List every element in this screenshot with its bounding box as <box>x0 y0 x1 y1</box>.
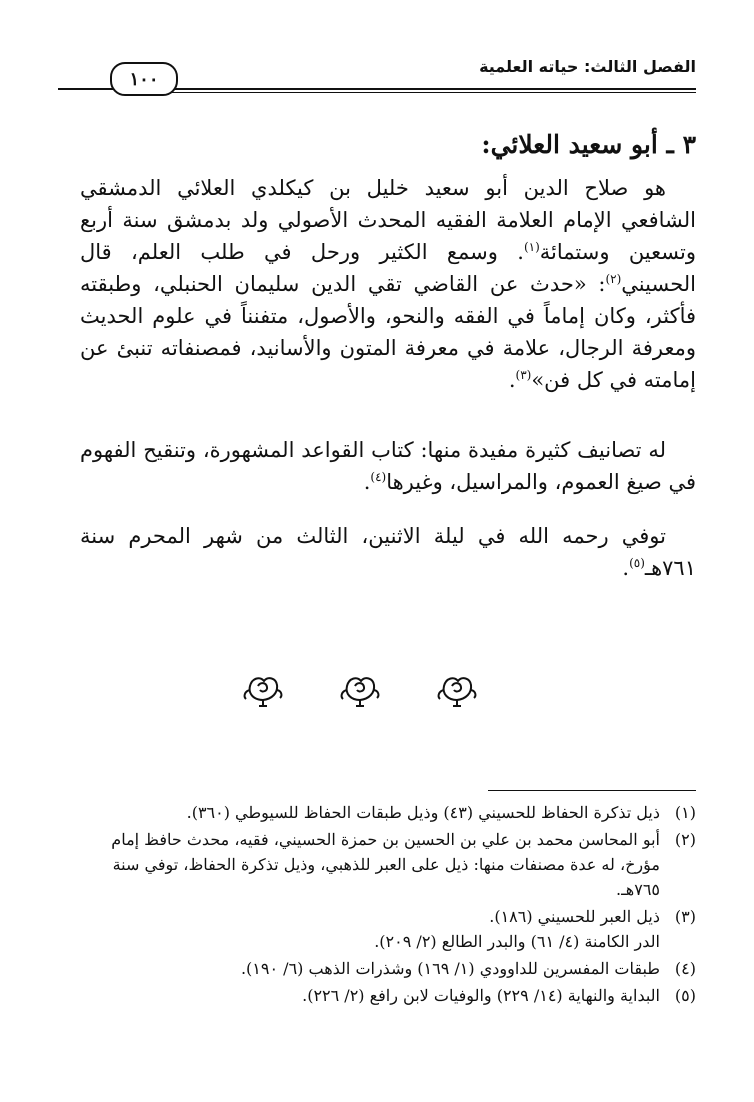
paragraph-text: : «حدث عن القاضي تقي الدين سليمان الحنبلي، وطبقته فأكثر، وكان إماماً في الفقه والنحو، والأصول، متفنناً في علوم الحديث ومعرفة الرجال، علامة في معرفة المتون والأسانيد، فمصنفاته تنبئ عن إمامته في كل فن» <box>80 272 696 392</box>
footnotes-section <box>80 800 696 1010</box>
footnote-text: ذيل العبر للحسيني (١٨٦). <box>489 907 660 926</box>
paragraph-text: هو صلاح الدين أبو سعيد خليل بن كيكلدي العلائي الدمشقي الشافعي الإمام العلامة الفقيه المحدث الأصولي ولد بدمشق سنة أربع وتسعين وستمائة <box>80 176 696 264</box>
paragraph-biography <box>80 172 696 396</box>
page-number-badge: ١٠٠ <box>110 62 178 96</box>
footnote-text: طبقات المفسرين للداوودي (١/ ١٦٩) وشذرات الذهب (٦/ ١٩٠). <box>240 959 660 978</box>
paragraph-death <box>80 520 696 584</box>
header-rule <box>150 88 696 93</box>
footnote-text: البداية والنهاية (١٤/ ٢٢٩) والوفيات لابن رافع (٢/ ٢٢٦). <box>302 986 660 1005</box>
paragraph-text: . <box>508 368 516 392</box>
paragraph-text: . وسمع الكثير ورحل في طلب العلم، قال الحسيني <box>80 240 696 296</box>
paragraph-text: . <box>622 556 630 580</box>
footnote-number: (٢) <box>674 830 696 849</box>
floral-ornament-icon <box>240 668 286 708</box>
footnote-number: (٤) <box>674 959 696 978</box>
footnote-text: الدر الكامنة (٤/ ٦١) والبدر الطالع (٢/ ٢٠٩). <box>374 932 660 951</box>
footnote-item <box>80 800 696 825</box>
footnote-number: (٥) <box>674 986 696 1005</box>
footnote-item <box>80 904 696 954</box>
paragraph-text: توفي رحمه الله في ليلة الاثنين، الثالث من شهر المحرم سنة ٧٦١هـ <box>80 524 696 580</box>
footnote-ref-2[interactable]: (٢) <box>605 272 622 286</box>
footnote-text: ذيل تذكرة الحفاظ للحسيني (٤٣) وذيل طبقات الحفاظ للسيوطي (٣٦٠). <box>186 803 660 822</box>
footnote-ref-1[interactable]: (١) <box>523 240 540 254</box>
paragraph-works <box>80 434 696 498</box>
footnote-number: (١) <box>674 803 696 822</box>
section-divider-ornaments <box>240 668 480 712</box>
footnote-separator <box>488 790 696 791</box>
floral-ornament-icon <box>337 668 383 708</box>
footnote-item <box>80 983 696 1008</box>
footnote-text: أبو المحاسن محمد بن علي بن الحسين بن حمزة الحسيني، فقيه، محدث حافظ إمام مؤرخ، له عدة مصنفات منها: ذيل على العبر للذهبي، وذيل تذكرة الحفاظ، توفي سنة ٧٦٥هـ. <box>111 830 660 899</box>
footnote-number: (٣) <box>674 907 696 926</box>
paragraph-text: له تصانيف كثيرة مفيدة منها: كتاب القواعد المشهورة، وتنقيح الفهوم في صيغ العموم، والمراسيل، وغيرها <box>80 438 696 494</box>
footnote-ref-3[interactable]: (٣) <box>515 368 532 382</box>
floral-ornament-icon <box>434 668 480 708</box>
paragraph-text: . <box>363 470 371 494</box>
footnote-item <box>80 956 696 981</box>
footnote-item <box>80 827 696 902</box>
section-heading: ٣ ـ أبو سعيد العلائي: <box>481 130 696 159</box>
footnote-ref-5[interactable]: (٥) <box>629 556 645 570</box>
footnote-ref-4[interactable]: (٤) <box>370 470 387 484</box>
running-header-title: الفصل الثالث: حياته العلمية <box>479 57 696 76</box>
